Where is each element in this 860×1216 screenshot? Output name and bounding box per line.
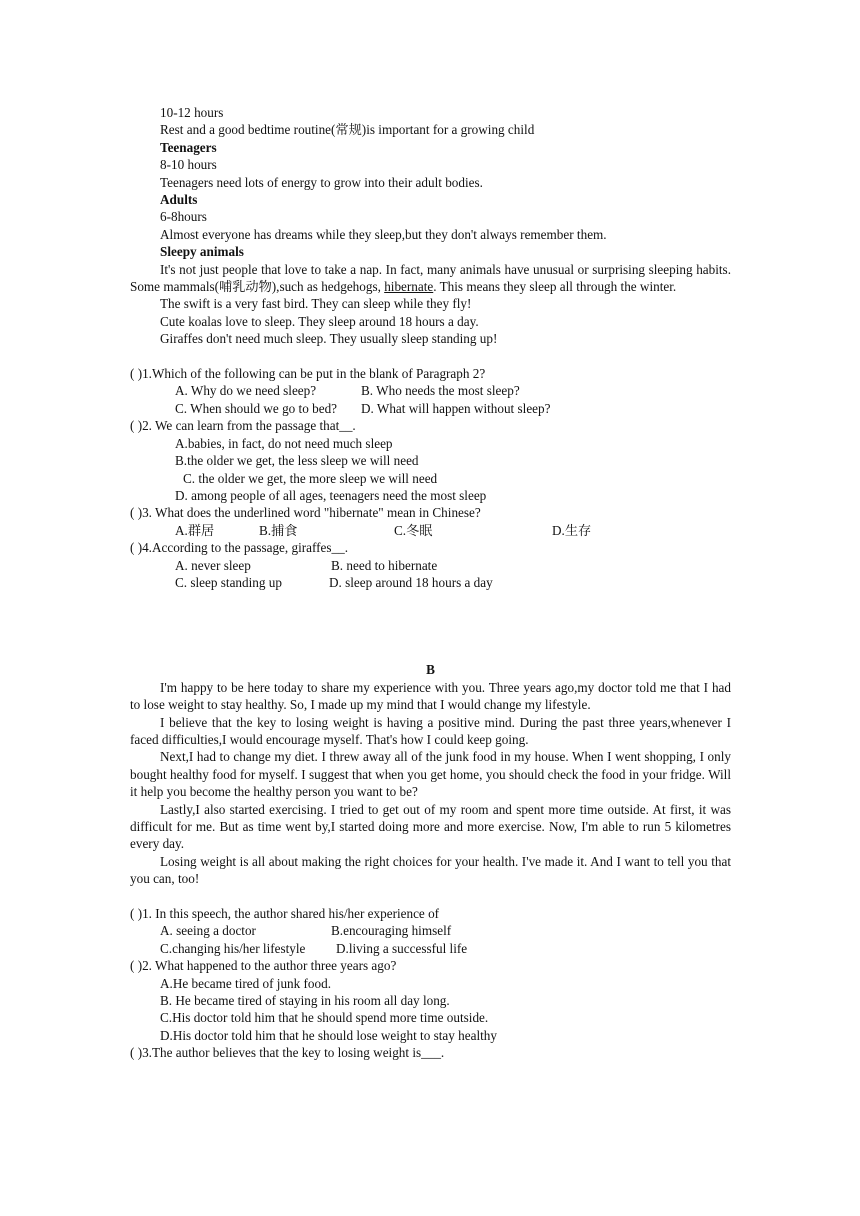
option-a4-a: A. never sleep <box>175 557 251 573</box>
option-a3-b: B.捕食 <box>259 522 298 538</box>
option-a1-b: B. Who needs the most sleep? <box>361 383 520 399</box>
option-b2-a: A.He became tired of junk food. <box>160 975 332 991</box>
question-b2: ( )2. What happened to the author three years ago? <box>130 958 397 974</box>
option-b1-d: D.living a successful life <box>336 940 468 956</box>
speech-paragraph-4: Lastly,I also started exercising. I tried to get out of my room and spent more time outside. At first, it was difficult for me. But as time went by,I started doing more and more exercise. Now, I'm able to run 5 kilometres every day. <box>130 801 731 852</box>
section-b-heading: B <box>426 662 435 678</box>
option-a3-a: A.群居 <box>175 522 215 538</box>
option-a4-b: B. need to hibernate <box>331 557 438 573</box>
option-b1-a: A. seeing a doctor <box>160 923 256 939</box>
option-a3-c: C.冬眠 <box>394 522 433 538</box>
hours-children: 10-12 hours <box>160 105 224 120</box>
option-b2-b: B. He became tired of staying in his room all day long. <box>160 993 450 1009</box>
option-a1-d: D. What will happen without sleep? <box>361 400 551 416</box>
question-a1: ( )1.Which of the following can be put in the blank of Paragraph 2? <box>130 366 486 382</box>
document-page <box>130 104 731 1062</box>
speech-paragraph-2: I believe that the key to losing weight is having a positive mind. During the past three years,whenever I faced difficulties,I would encourage myself. That's how I could keep going. <box>130 714 731 747</box>
question-b3: ( )3.The author believes that the key to losing weight is___. <box>130 1045 445 1061</box>
adults-note: Almost everyone has dreams while they sleep,but they don't always remember them. <box>160 226 607 242</box>
giraffe-line: Giraffes don't need much sleep. They usually sleep standing up! <box>160 331 498 347</box>
speech-paragraph-3: Next,I had to change my diet. I threw away all of the junk food in my house. When I went shopping, I only bought healthy food for myself. I suggest that when you get home, you should check the food in your fridge. Will it help you become the healthy person you want to be? <box>130 749 731 800</box>
question-a4: ( )4.According to the passage, giraffes__. <box>130 540 349 556</box>
option-a2-c: C. the older we get, the more sleep we will need <box>183 470 438 486</box>
option-a1-c: C. When should we go to bed? <box>175 400 338 416</box>
adults-heading: Adults <box>160 192 198 208</box>
sleepy-animals-heading: Sleepy animals <box>160 244 244 260</box>
option-a3-d: D.生存 <box>552 522 592 538</box>
koala-line: Cute koalas love to sleep. They sleep around 18 hours a day. <box>160 313 479 329</box>
speech-paragraph-5: Losing weight is all about making the right choices for your health. I've made it. And I want to tell you that you can, too! <box>130 853 731 887</box>
option-a4-c: C. sleep standing up <box>175 574 282 590</box>
option-b2-c: C.His doctor told him that he should spend more time outside. <box>160 1010 489 1026</box>
swift-line: The swift is a very fast bird. They can sleep while they fly! <box>160 296 472 312</box>
adults-hours: 6-8hours <box>160 209 207 225</box>
underlined-word: hibernate <box>384 279 434 295</box>
animals-text-a: It's not just people that love to take a nap. In fact, many animals have unusual or surprising sleeping habits. Some mammals(哺乳动物),such as hedgehogs, <box>130 261 731 295</box>
question-a3: ( )3. What does the underlined word "hibernate" mean in Chinese? <box>130 505 481 521</box>
option-b1-b: B.encouraging himself <box>331 923 452 939</box>
question-b1: ( )1. In this speech, the author shared his/her experience of <box>130 906 440 922</box>
teenagers-hours: 8-10 hours <box>160 157 217 173</box>
animals-paragraph <box>130 261 731 296</box>
option-a2-b: B.the older we get, the less sleep we will need <box>175 453 419 469</box>
children-note: Rest and a good bedtime routine(常规)is important for a growing child <box>160 122 535 138</box>
question-a2: ( )2. We can learn from the passage that__. <box>130 418 356 434</box>
option-b2-d: D.His doctor told him that he should lose weight to stay healthy <box>160 1027 497 1043</box>
teenagers-note: Teenagers need lots of energy to grow into their adult bodies. <box>160 174 483 190</box>
option-a1-a: A. Why do we need sleep? <box>175 383 317 399</box>
option-a2-a: A.babies, in fact, do not need much sleep <box>175 435 393 451</box>
teenagers-heading: Teenagers <box>160 139 217 155</box>
speech-paragraph-1: I'm happy to be here today to share my experience with you. Three years ago,my doctor told me that I had to lose weight to stay healthy. So, I made up my mind that I would change my lifestyle. <box>130 679 731 713</box>
option-a4-d: D. sleep around 18 hours a day <box>329 574 493 590</box>
animals-text-b: . This means they sleep all through the winter. <box>433 279 677 295</box>
option-b1-c: C.changing his/her lifestyle <box>160 940 306 956</box>
option-a2-d: D. among people of all ages, teenagers need the most sleep <box>175 487 487 503</box>
